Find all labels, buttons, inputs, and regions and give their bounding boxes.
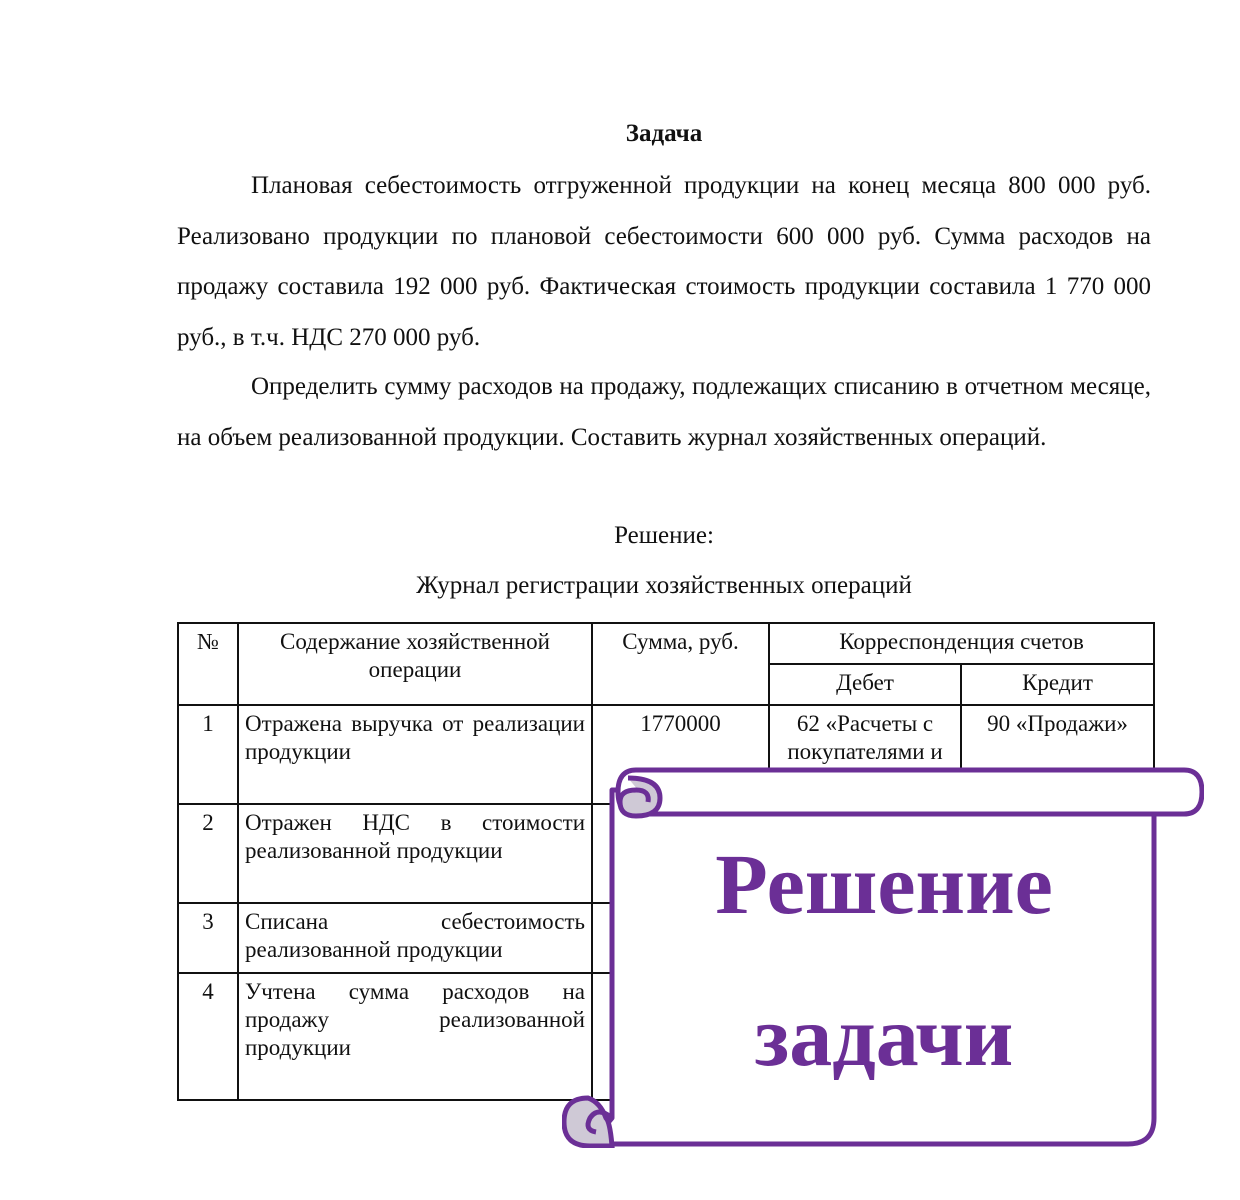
overlay-title-line1: Решение [715, 836, 1053, 932]
task-title: Задача [625, 120, 703, 147]
row-debit: 62 «Расчеты с покупателями и [769, 705, 961, 804]
header-debit: Дебет [769, 664, 961, 705]
row-sum: 1770000 [592, 705, 769, 804]
scroll-banner[interactable] [562, 766, 1204, 1148]
row-number: 4 [178, 973, 238, 1100]
row-content: Учтена сумма расходов на продажу реализованной продукции [238, 973, 592, 1100]
task-paragraph-question: Определить сумму расходов на продажу, подлежащих списанию в отчетном месяце, на объем реализованной продукции. Составить журнал хозяйственных операций. [177, 373, 1151, 451]
journal-title: Журнал регистрации хозяйственных операций [416, 572, 912, 599]
row-content: Отражен НДС в стоимости реализованной продукции [238, 804, 592, 903]
header-number: № [178, 623, 238, 705]
header-content: Содержание хозяйственной операции [238, 623, 592, 705]
solution-label: Решение: [614, 522, 714, 549]
header-sum: Сумма, руб. [592, 623, 769, 705]
scroll-banner-icon [562, 766, 1204, 1148]
row-content: Списана себестоимость реализованной продукции [238, 903, 592, 973]
header-correspondence: Корреспонденция счетов [769, 623, 1154, 664]
row-number: 3 [178, 903, 238, 973]
overlay-title-line2: задачи [754, 988, 1014, 1084]
row-content: Отражена выручка от реализации продукции [238, 705, 592, 804]
task-paragraph-conditions: Плановая себестоимость отгруженной продукции на конец месяца 800 000 руб. Реализовано продукции по плановой себестоимости 600 000 руб. Сумма расходов на продажу составила 192 000 руб. Фактическая стоимость продукции составила 1 770 000 руб., в т.ч. НДС 270 000 руб. [177, 172, 1151, 351]
row-credit: 90 «Продажи» [961, 705, 1154, 804]
row-number: 1 [178, 705, 238, 804]
row-number: 2 [178, 804, 238, 903]
header-credit: Кредит [961, 664, 1154, 705]
